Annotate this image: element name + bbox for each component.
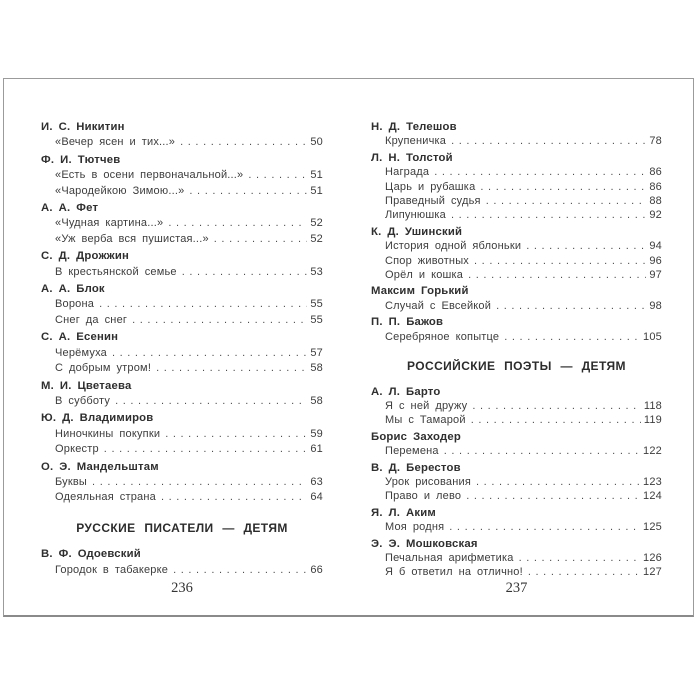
toc-entry	[41, 135, 323, 150]
toc-entry-page: 94	[649, 240, 662, 253]
dot-leader	[173, 563, 307, 578]
toc-column-right	[371, 118, 662, 580]
toc-entry-title: Орёл и кошка	[385, 269, 464, 282]
toc-entry	[41, 475, 323, 490]
section-heading: РОССИЙСКИЕ ПОЭТЫ — ДЕТЯМ	[407, 359, 626, 374]
toc-entry	[41, 490, 323, 505]
toc-entry-page: 126	[643, 551, 662, 564]
toc-entry-title: «Вечер ясен и тих...»	[55, 136, 176, 149]
toc-entry-page: 78	[649, 135, 662, 148]
toc-entry-title: «Чародейкою Зимою...»	[55, 184, 185, 197]
dot-leader	[165, 427, 307, 442]
toc-entry-page: 124	[643, 490, 662, 503]
toc-entry-page: 122	[643, 445, 662, 458]
dot-leader	[92, 475, 307, 490]
toc-entry-page: 50	[310, 136, 323, 149]
toc-entry-page: 105	[643, 330, 662, 343]
toc-entry	[371, 475, 662, 489]
dot-leader	[496, 299, 646, 313]
dot-leader	[504, 330, 640, 344]
toc-entry	[41, 313, 323, 328]
toc-author: Максим Горький	[371, 285, 469, 298]
toc-entry-page: 61	[310, 443, 323, 456]
toc-author: С. А. Есенин	[41, 331, 119, 344]
toc-entry	[41, 394, 323, 409]
toc-entry	[41, 346, 323, 361]
toc-entry-title: В крестьянской семье	[55, 265, 177, 278]
toc-entry	[371, 489, 662, 503]
toc-entry	[371, 413, 662, 427]
toc-author: Л. Н. Толстой	[371, 151, 453, 164]
dot-leader	[486, 194, 647, 208]
toc-entry-page: 98	[649, 299, 662, 312]
toc-entry-title: Урок рисования	[385, 475, 472, 488]
toc-author: А. А. Фет	[41, 202, 99, 215]
toc-entry-page: 119	[643, 414, 662, 427]
toc-entry-title: Оркестр	[55, 443, 99, 456]
toc-entry-page: 58	[310, 394, 323, 407]
toc-author: О. Э. Мандельштам	[41, 460, 159, 473]
dot-leader	[189, 184, 307, 199]
toc-entry	[371, 254, 662, 268]
section-heading: РУССКИЕ ПИСАТЕЛИ — ДЕТЯМ	[76, 520, 288, 535]
toc-entry-page: 52	[310, 217, 323, 230]
toc-entry	[41, 442, 323, 457]
toc-author: Борис Заходер	[371, 430, 461, 443]
dot-leader	[472, 399, 640, 413]
dot-leader	[168, 216, 307, 231]
toc-author: Я. Л. Аким	[371, 506, 436, 519]
toc-entry-title: Снег да снег	[55, 313, 128, 326]
toc-entry	[41, 184, 323, 199]
toc-entry-page: 55	[310, 298, 323, 311]
toc-entry-title: Печальная арифметика	[385, 551, 514, 564]
toc-entry	[371, 330, 662, 344]
toc-entry-page: 53	[310, 265, 323, 278]
toc-author: Ф. И. Тютчев	[41, 153, 121, 166]
dot-leader	[451, 134, 646, 148]
dot-leader	[466, 489, 640, 503]
dot-leader	[112, 346, 307, 361]
toc-entry	[41, 297, 323, 312]
toc-author: А. А. Блок	[41, 283, 105, 296]
toc-entry-title: Награда	[385, 166, 430, 179]
dot-leader	[214, 232, 308, 247]
toc-entry-page: 63	[310, 475, 323, 488]
book-spread	[3, 78, 694, 617]
toc-entry-page: 52	[310, 232, 323, 245]
toc-author: И. С. Никитин	[41, 121, 125, 133]
toc-entry-page: 118	[643, 399, 662, 412]
toc-entry	[371, 165, 662, 179]
toc-author: П. П. Бажов	[371, 316, 444, 329]
toc-entry-title: В субботу	[55, 394, 111, 407]
toc-author: Ю. Д. Владимиров	[41, 412, 154, 425]
toc-entry-title: Случай с Евсейкой	[385, 299, 492, 312]
toc-entry-title: Праведный судья	[385, 195, 481, 208]
toc-entry-page: 86	[649, 166, 662, 179]
toc-entry-page: 125	[643, 521, 662, 534]
toc-entry	[371, 444, 662, 458]
toc-entry-title: Перемена	[385, 445, 439, 458]
toc-entry-page: 86	[649, 180, 662, 193]
toc-entry-page: 59	[310, 427, 323, 440]
toc-entry	[371, 565, 662, 579]
toc-entry-title: Царь и рубашка	[385, 180, 476, 193]
toc-entry	[371, 208, 662, 222]
toc-entry-title: Одеяльная страна	[55, 491, 156, 504]
toc-entry-title: Мы с Тамарой	[385, 414, 466, 427]
toc-entry-page: 92	[649, 209, 662, 222]
toc-entry-page: 96	[649, 254, 662, 267]
dot-leader	[99, 297, 307, 312]
toc-entry-title: Я с ней дружу	[385, 399, 468, 412]
dot-leader	[471, 413, 641, 427]
toc-entry-title: «Чудная картина...»	[55, 217, 164, 230]
dot-leader	[449, 520, 640, 534]
toc-entry	[371, 134, 662, 148]
toc-entry	[41, 232, 323, 247]
toc-author: М. И. Цветаева	[41, 379, 132, 392]
toc-entry-title: Крупеничка	[385, 135, 447, 148]
toc-entry-title: С добрым утром!	[55, 362, 152, 375]
toc-entry	[371, 194, 662, 208]
toc-entry-page: 66	[310, 563, 323, 576]
toc-entry-title: Право и лево	[385, 490, 462, 503]
dot-leader	[161, 490, 307, 505]
toc-entry-title: Черёмуха	[55, 346, 107, 359]
toc-entry-page: 51	[310, 184, 323, 197]
toc-entry	[371, 551, 662, 565]
toc-entry-page: 127	[643, 566, 662, 579]
toc-entry	[41, 361, 323, 376]
toc-entry-title: Городок в табакерке	[55, 563, 169, 576]
toc-author: В. Ф. Одоевский	[41, 548, 141, 561]
toc-entry-title: Буквы	[55, 475, 88, 488]
toc-entry-title: Я б ответил на отлично!	[385, 566, 523, 579]
toc-entry-page: 64	[310, 491, 323, 504]
toc-entry-title: Ниночкины покупки	[55, 427, 161, 440]
toc-entry	[371, 239, 662, 253]
toc-entry	[371, 268, 662, 282]
toc-entry	[41, 563, 323, 578]
dot-leader	[182, 265, 308, 280]
toc-entry	[41, 265, 323, 280]
toc-author: С. Д. Дрожжин	[41, 250, 130, 263]
toc-entry	[41, 216, 323, 231]
dot-leader	[434, 165, 646, 179]
toc-author: Н. Д. Телешов	[371, 121, 457, 133]
toc-entry-title: Моя родня	[385, 521, 445, 534]
toc-entry-title: История одной яблоньки	[385, 240, 522, 253]
toc-entry	[371, 399, 662, 413]
toc-column-left	[41, 118, 323, 578]
toc-author: Э. Э. Мошковская	[371, 537, 478, 550]
dot-leader	[180, 135, 307, 150]
toc-author: В. Д. Берестов	[371, 461, 461, 474]
dot-leader	[528, 565, 640, 579]
toc-entry-page: 57	[310, 346, 323, 359]
toc-entry	[41, 427, 323, 442]
toc-entry	[371, 520, 662, 534]
toc-entry-page: 88	[649, 195, 662, 208]
dot-leader	[132, 313, 307, 328]
toc-entry-page: 58	[310, 362, 323, 375]
dot-leader	[526, 239, 646, 253]
toc-entry-title: Липунюшка	[385, 209, 446, 222]
toc-author: К. Д. Ушинский	[371, 225, 463, 238]
page-number-right: 237	[505, 580, 528, 596]
toc-entry-title: Серебряное копытце	[385, 330, 500, 343]
toc-entry	[371, 180, 662, 194]
dot-leader	[156, 361, 307, 376]
page-number-left: 236	[171, 580, 193, 596]
toc-entry-page: 97	[649, 269, 662, 282]
toc-entry-title: «Есть в осени первоначальной...»	[55, 169, 244, 182]
dot-leader	[519, 551, 640, 565]
toc-entry-title: «Уж верба вся пушистая...»	[55, 232, 209, 245]
toc-entry-title: Спор животных	[385, 254, 470, 267]
toc-entry-page: 55	[310, 313, 323, 326]
toc-entry-page: 123	[643, 475, 662, 488]
toc-entry-page: 51	[310, 169, 323, 182]
dot-leader	[468, 268, 646, 282]
dot-leader	[474, 254, 646, 268]
dot-leader	[248, 168, 307, 183]
toc-entry-title: Ворона	[55, 298, 95, 311]
dot-leader	[104, 442, 308, 457]
dot-leader	[476, 475, 640, 489]
toc-author: А. Л. Барто	[371, 385, 441, 398]
dot-leader	[444, 444, 640, 458]
dot-leader	[451, 208, 646, 222]
toc-entry	[371, 299, 662, 313]
toc-entry	[41, 168, 323, 183]
dot-leader	[480, 180, 646, 194]
dot-leader	[115, 394, 307, 409]
